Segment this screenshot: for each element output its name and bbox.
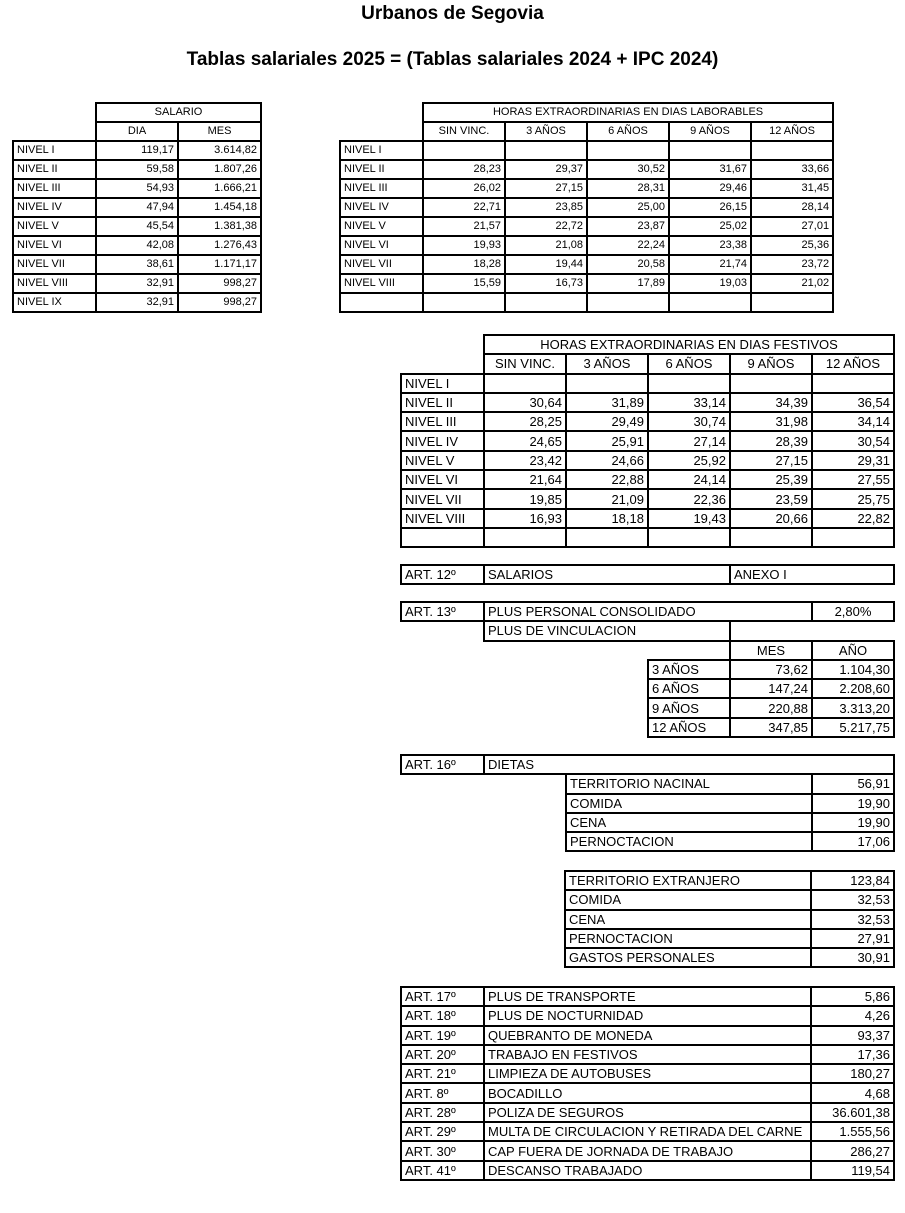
table-row <box>401 470 894 489</box>
art13-table <box>400 601 895 738</box>
laborables-value <box>423 141 505 160</box>
vinculacion-label: 9 AÑOS <box>648 698 730 717</box>
vinculacion-mes-value: 73,62 <box>730 660 812 679</box>
laborables-value: 21,57 <box>423 217 505 236</box>
table-row <box>340 160 833 179</box>
laborables-value: 31,67 <box>669 160 751 179</box>
vinculacion-ano-value: 5.217,75 <box>812 718 894 737</box>
festivos-value <box>566 374 648 393</box>
table-row <box>13 160 261 179</box>
otros-table <box>400 986 895 1181</box>
festivos-value: 33,14 <box>648 393 730 412</box>
vinculacion-mes-value: 347,85 <box>730 718 812 737</box>
laborables-value: 19,93 <box>423 236 505 255</box>
table-row <box>340 236 833 255</box>
art-number: ART. 17º <box>401 987 484 1006</box>
table-row <box>565 871 894 890</box>
art16-label: DIETAS <box>484 755 894 774</box>
vinculacion-mes-value: 220,88 <box>730 698 812 717</box>
festivos-value <box>484 374 566 393</box>
festivos-col-header: 3 AÑOS <box>566 354 648 373</box>
table-row <box>401 1045 894 1064</box>
laborables-value <box>423 293 505 312</box>
salario-dia-value: 59,58 <box>96 160 178 179</box>
art13-vinc-label: PLUS DE VINCULACION <box>484 621 730 640</box>
festivos-value: 25,91 <box>566 431 648 450</box>
table-row <box>13 236 261 255</box>
art16-table <box>400 754 895 852</box>
art-value: 286,27 <box>811 1141 894 1160</box>
festivos-value <box>730 374 812 393</box>
nivel-label: NIVEL II <box>13 160 96 179</box>
salario-mes-value: 1.666,21 <box>178 179 261 198</box>
vinculacion-label: 12 AÑOS <box>648 718 730 737</box>
document-title: Urbanos de Segovia <box>361 3 544 24</box>
laborables-value: 25,02 <box>669 217 751 236</box>
festivos-value: 16,93 <box>484 509 566 528</box>
art16-number: ART. 16º <box>401 755 484 774</box>
art-number: ART. 19º <box>401 1026 484 1045</box>
festivos-value: 30,64 <box>484 393 566 412</box>
salario-mes-value: 1.171,17 <box>178 255 261 274</box>
salario-dia-value: 47,94 <box>96 198 178 217</box>
nivel-label: NIVEL VII <box>401 489 484 508</box>
table-row <box>401 813 894 832</box>
table-row <box>401 832 894 851</box>
table-row <box>13 293 261 312</box>
laborables-value: 31,45 <box>751 179 833 198</box>
art12-label: SALARIOS <box>484 565 730 584</box>
laborables-value: 25,00 <box>587 198 669 217</box>
table-row <box>401 1122 894 1141</box>
festivos-value: 19,85 <box>484 489 566 508</box>
vinculacion-label: 6 AÑOS <box>648 679 730 698</box>
laborables-value: 29,37 <box>505 160 587 179</box>
festivos-value: 27,55 <box>812 470 894 489</box>
table-row <box>401 1026 894 1045</box>
art-number: ART. 18º <box>401 1006 484 1025</box>
art-number: ART. 29º <box>401 1122 484 1141</box>
table-row <box>401 431 894 450</box>
art-value: 5,86 <box>811 987 894 1006</box>
laborables-value: 23,38 <box>669 236 751 255</box>
document-subtitle: Tablas salariales 2025 = (Tablas salariales 2024 + IPC 2024) <box>186 49 719 70</box>
table-row <box>340 198 833 217</box>
table-row <box>401 987 894 1006</box>
laborables-value: 21,74 <box>669 255 751 274</box>
salario-dia-value: 32,91 <box>96 274 178 293</box>
table-row <box>401 412 894 431</box>
dieta-value: 17,06 <box>812 832 894 851</box>
table-row <box>401 660 894 679</box>
salario-mes-value: 998,27 <box>178 274 261 293</box>
dieta-label: CENA <box>565 910 811 929</box>
table-row <box>401 528 894 547</box>
festivos-value: 27,14 <box>648 431 730 450</box>
festivos-table <box>400 334 895 548</box>
table-row <box>401 1083 894 1102</box>
art-value: 36.601,38 <box>811 1103 894 1122</box>
laborables-value: 25,36 <box>751 236 833 255</box>
nivel-label <box>340 293 423 312</box>
festivos-value: 30,74 <box>648 412 730 431</box>
nivel-label: NIVEL I <box>401 374 484 393</box>
festivos-value <box>730 528 812 547</box>
salario-dia-value: 42,08 <box>96 236 178 255</box>
salario-mes-value: 1.454,18 <box>178 198 261 217</box>
salario-dia-value: 54,93 <box>96 179 178 198</box>
festivos-value: 25,39 <box>730 470 812 489</box>
laborables-col-header: 9 AÑOS <box>669 122 751 141</box>
table-row <box>340 179 833 198</box>
table-row <box>13 179 261 198</box>
dieta-value: 27,91 <box>811 929 894 948</box>
festivos-value: 30,54 <box>812 431 894 450</box>
nivel-label: NIVEL I <box>13 141 96 160</box>
festivos-title: HORAS EXTRAORDINARIAS EN DIAS FESTIVOS <box>484 335 894 354</box>
salario-dia-value: 45,54 <box>96 217 178 236</box>
festivos-value <box>484 528 566 547</box>
art12-ref: ANEXO I <box>730 565 894 584</box>
laborables-col-header: 6 AÑOS <box>587 122 669 141</box>
festivos-value: 31,98 <box>730 412 812 431</box>
table-row <box>13 274 261 293</box>
table-row <box>13 198 261 217</box>
art-value: 93,37 <box>811 1026 894 1045</box>
table-row <box>401 374 894 393</box>
salario-mes-value: 1.276,43 <box>178 236 261 255</box>
table-row <box>401 794 894 813</box>
festivos-value <box>648 374 730 393</box>
laborables-value: 22,72 <box>505 217 587 236</box>
dieta-label: CENA <box>566 813 812 832</box>
laborables-value: 26,02 <box>423 179 505 198</box>
laborables-col-header: SIN VINC. <box>423 122 505 141</box>
table-row <box>401 774 894 793</box>
table-row <box>340 293 833 312</box>
nivel-label: NIVEL II <box>401 393 484 412</box>
festivos-value <box>812 528 894 547</box>
salario-title: SALARIO <box>96 103 261 122</box>
nivel-label: NIVEL VI <box>13 236 96 255</box>
art-value: 1.555,56 <box>811 1122 894 1141</box>
vinculacion-ano-value: 1.104,30 <box>812 660 894 679</box>
laborables-value: 30,52 <box>587 160 669 179</box>
art-label: LIMPIEZA DE AUTOBUSES <box>484 1064 811 1083</box>
dieta-label: COMIDA <box>565 890 811 909</box>
salario-table <box>12 102 262 313</box>
laborables-value: 26,15 <box>669 198 751 217</box>
art13-col-mes: MES <box>730 641 812 660</box>
salario-dia-value: 119,17 <box>96 141 178 160</box>
laborables-value <box>505 293 587 312</box>
art-label: CAP FUERA DE JORNADA DE TRABAJO <box>484 1141 811 1160</box>
laborables-title: HORAS EXTRAORDINARIAS EN DIAS LABORABLES <box>423 103 833 122</box>
dieta-label: PERNOCTACION <box>566 832 812 851</box>
table-row <box>340 141 833 160</box>
laborables-value: 18,28 <box>423 255 505 274</box>
salario-col-dia: DIA <box>96 122 178 141</box>
salario-col-mes: MES <box>178 122 261 141</box>
festivos-value: 34,39 <box>730 393 812 412</box>
festivos-value: 25,75 <box>812 489 894 508</box>
art-number: ART. 21º <box>401 1064 484 1083</box>
laborables-value: 29,46 <box>669 179 751 198</box>
art-number: ART. 28º <box>401 1103 484 1122</box>
festivos-value: 29,31 <box>812 451 894 470</box>
art13-plus-label: PLUS PERSONAL CONSOLIDADO <box>484 602 812 621</box>
laborables-value: 15,59 <box>423 274 505 293</box>
nivel-label <box>401 528 484 547</box>
table-row <box>565 910 894 929</box>
laborables-value: 21,08 <box>505 236 587 255</box>
salario-mes-value: 1.381,38 <box>178 217 261 236</box>
laborables-value: 28,31 <box>587 179 669 198</box>
festivos-value <box>648 528 730 547</box>
dieta-label: COMIDA <box>566 794 812 813</box>
dieta-label: TERRITORIO EXTRANJERO <box>565 871 811 890</box>
extranjero-table <box>564 870 895 968</box>
art13-col-ano: AÑO <box>812 641 894 660</box>
art-label: POLIZA DE SEGUROS <box>484 1103 811 1122</box>
festivos-value: 24,66 <box>566 451 648 470</box>
nivel-label: NIVEL V <box>401 451 484 470</box>
laborables-value <box>751 141 833 160</box>
dieta-value: 32,53 <box>811 890 894 909</box>
nivel-label: NIVEL VI <box>340 236 423 255</box>
nivel-label: NIVEL IV <box>13 198 96 217</box>
nivel-label: NIVEL VII <box>13 255 96 274</box>
art-number: ART. 20º <box>401 1045 484 1064</box>
salario-dia-value: 38,61 <box>96 255 178 274</box>
table-row <box>401 1006 894 1025</box>
salario-mes-value: 3.614,82 <box>178 141 261 160</box>
festivos-value <box>566 528 648 547</box>
art-label: PLUS DE NOCTURNIDAD <box>484 1006 811 1025</box>
laborables-value: 19,44 <box>505 255 587 274</box>
laborables-table <box>339 102 834 313</box>
vinculacion-ano-value: 3.313,20 <box>812 698 894 717</box>
festivos-col-header: 9 AÑOS <box>730 354 812 373</box>
laborables-value: 27,01 <box>751 217 833 236</box>
salario-mes-value: 1.807,26 <box>178 160 261 179</box>
art12-table <box>400 564 895 585</box>
nivel-label: NIVEL I <box>340 141 423 160</box>
table-row <box>401 451 894 470</box>
nivel-label: NIVEL V <box>340 217 423 236</box>
dieta-value: 19,90 <box>812 794 894 813</box>
nivel-label: NIVEL IX <box>13 293 96 312</box>
festivos-value: 28,39 <box>730 431 812 450</box>
table-row <box>565 948 894 967</box>
art-value: 4,68 <box>811 1083 894 1102</box>
table-row <box>13 255 261 274</box>
laborables-value: 22,71 <box>423 198 505 217</box>
art-value: 4,26 <box>811 1006 894 1025</box>
art12-number: ART. 12º <box>401 565 484 584</box>
nivel-label: NIVEL IV <box>401 431 484 450</box>
festivos-value: 28,25 <box>484 412 566 431</box>
art-number: ART. 41º <box>401 1161 484 1180</box>
laborables-value: 22,24 <box>587 236 669 255</box>
art-label: PLUS DE TRANSPORTE <box>484 987 811 1006</box>
art13-number: ART. 13º <box>401 602 484 621</box>
laborables-value: 27,15 <box>505 179 587 198</box>
salario-dia-value: 32,91 <box>96 293 178 312</box>
dieta-value: 32,53 <box>811 910 894 929</box>
table-row <box>401 1064 894 1083</box>
table-row <box>401 509 894 528</box>
table-row <box>401 1141 894 1160</box>
festivos-value: 25,92 <box>648 451 730 470</box>
table-row <box>565 929 894 948</box>
festivos-value: 23,59 <box>730 489 812 508</box>
art-number: ART. 30º <box>401 1141 484 1160</box>
festivos-value <box>812 374 894 393</box>
festivos-col-header: 6 AÑOS <box>648 354 730 373</box>
festivos-value: 21,09 <box>566 489 648 508</box>
nivel-label: NIVEL III <box>401 412 484 431</box>
nivel-label: NIVEL II <box>340 160 423 179</box>
laborables-value <box>751 293 833 312</box>
art-value: 119,54 <box>811 1161 894 1180</box>
dieta-label: GASTOS PERSONALES <box>565 948 811 967</box>
festivos-value: 22,88 <box>566 470 648 489</box>
festivos-value: 24,65 <box>484 431 566 450</box>
table-row <box>340 274 833 293</box>
art-value: 180,27 <box>811 1064 894 1083</box>
salario-mes-value: 998,27 <box>178 293 261 312</box>
laborables-value <box>587 293 669 312</box>
festivos-value: 31,89 <box>566 393 648 412</box>
table-row <box>401 489 894 508</box>
festivos-value: 34,14 <box>812 412 894 431</box>
art-label: DESCANSO TRABAJADO <box>484 1161 811 1180</box>
laborables-value: 23,87 <box>587 217 669 236</box>
festivos-value: 22,36 <box>648 489 730 508</box>
nivel-label: NIVEL III <box>340 179 423 198</box>
festivos-value: 36,54 <box>812 393 894 412</box>
nivel-label: NIVEL III <box>13 179 96 198</box>
table-row <box>401 679 894 698</box>
table-row <box>401 1103 894 1122</box>
nivel-label: NIVEL VII <box>340 255 423 274</box>
table-row <box>401 393 894 412</box>
dieta-label: PERNOCTACION <box>565 929 811 948</box>
laborables-value <box>505 141 587 160</box>
festivos-value: 18,18 <box>566 509 648 528</box>
nivel-label: NIVEL VI <box>401 470 484 489</box>
laborables-value <box>669 293 751 312</box>
laborables-value: 17,89 <box>587 274 669 293</box>
dieta-value: 56,91 <box>812 774 894 793</box>
nivel-label: NIVEL VIII <box>13 274 96 293</box>
laborables-value: 23,85 <box>505 198 587 217</box>
art-value: 17,36 <box>811 1045 894 1064</box>
table-row <box>340 255 833 274</box>
laborables-value: 19,03 <box>669 274 751 293</box>
festivos-value: 19,43 <box>648 509 730 528</box>
table-row <box>340 217 833 236</box>
table-row <box>401 1161 894 1180</box>
table-row <box>401 718 894 737</box>
festivos-value: 22,82 <box>812 509 894 528</box>
vinculacion-label: 3 AÑOS <box>648 660 730 679</box>
art-number: ART. 8º <box>401 1083 484 1102</box>
laborables-col-header: 3 AÑOS <box>505 122 587 141</box>
table-row <box>401 698 894 717</box>
festivos-value: 20,66 <box>730 509 812 528</box>
table-row <box>13 217 261 236</box>
laborables-value: 20,58 <box>587 255 669 274</box>
laborables-value <box>587 141 669 160</box>
art13-plus-value: 2,80% <box>812 602 894 621</box>
nivel-label: NIVEL V <box>13 217 96 236</box>
laborables-value: 21,02 <box>751 274 833 293</box>
dieta-value: 19,90 <box>812 813 894 832</box>
art-label: MULTA DE CIRCULACION Y RETIRADA DEL CARNE <box>484 1122 811 1141</box>
art-label: QUEBRANTO DE MONEDA <box>484 1026 811 1045</box>
laborables-value: 33,66 <box>751 160 833 179</box>
festivos-col-header: 12 AÑOS <box>812 354 894 373</box>
festivos-value: 27,15 <box>730 451 812 470</box>
dieta-value: 123,84 <box>811 871 894 890</box>
nivel-label: NIVEL VIII <box>401 509 484 528</box>
vinculacion-ano-value: 2.208,60 <box>812 679 894 698</box>
festivos-value: 23,42 <box>484 451 566 470</box>
nivel-label: NIVEL VIII <box>340 274 423 293</box>
dieta-value: 30,91 <box>811 948 894 967</box>
laborables-col-header: 12 AÑOS <box>751 122 833 141</box>
nivel-label: NIVEL IV <box>340 198 423 217</box>
table-row <box>565 890 894 909</box>
laborables-value: 28,23 <box>423 160 505 179</box>
vinculacion-mes-value: 147,24 <box>730 679 812 698</box>
laborables-value: 28,14 <box>751 198 833 217</box>
laborables-value: 16,73 <box>505 274 587 293</box>
festivos-value: 29,49 <box>566 412 648 431</box>
table-row <box>13 141 261 160</box>
festivos-value: 24,14 <box>648 470 730 489</box>
art-label: BOCADILLO <box>484 1083 811 1102</box>
art-label: TRABAJO EN FESTIVOS <box>484 1045 811 1064</box>
laborables-value <box>669 141 751 160</box>
festivos-value: 21,64 <box>484 470 566 489</box>
laborables-value: 23,72 <box>751 255 833 274</box>
dieta-label: TERRITORIO NACINAL <box>566 774 812 793</box>
festivos-col-header: SIN VINC. <box>484 354 566 373</box>
